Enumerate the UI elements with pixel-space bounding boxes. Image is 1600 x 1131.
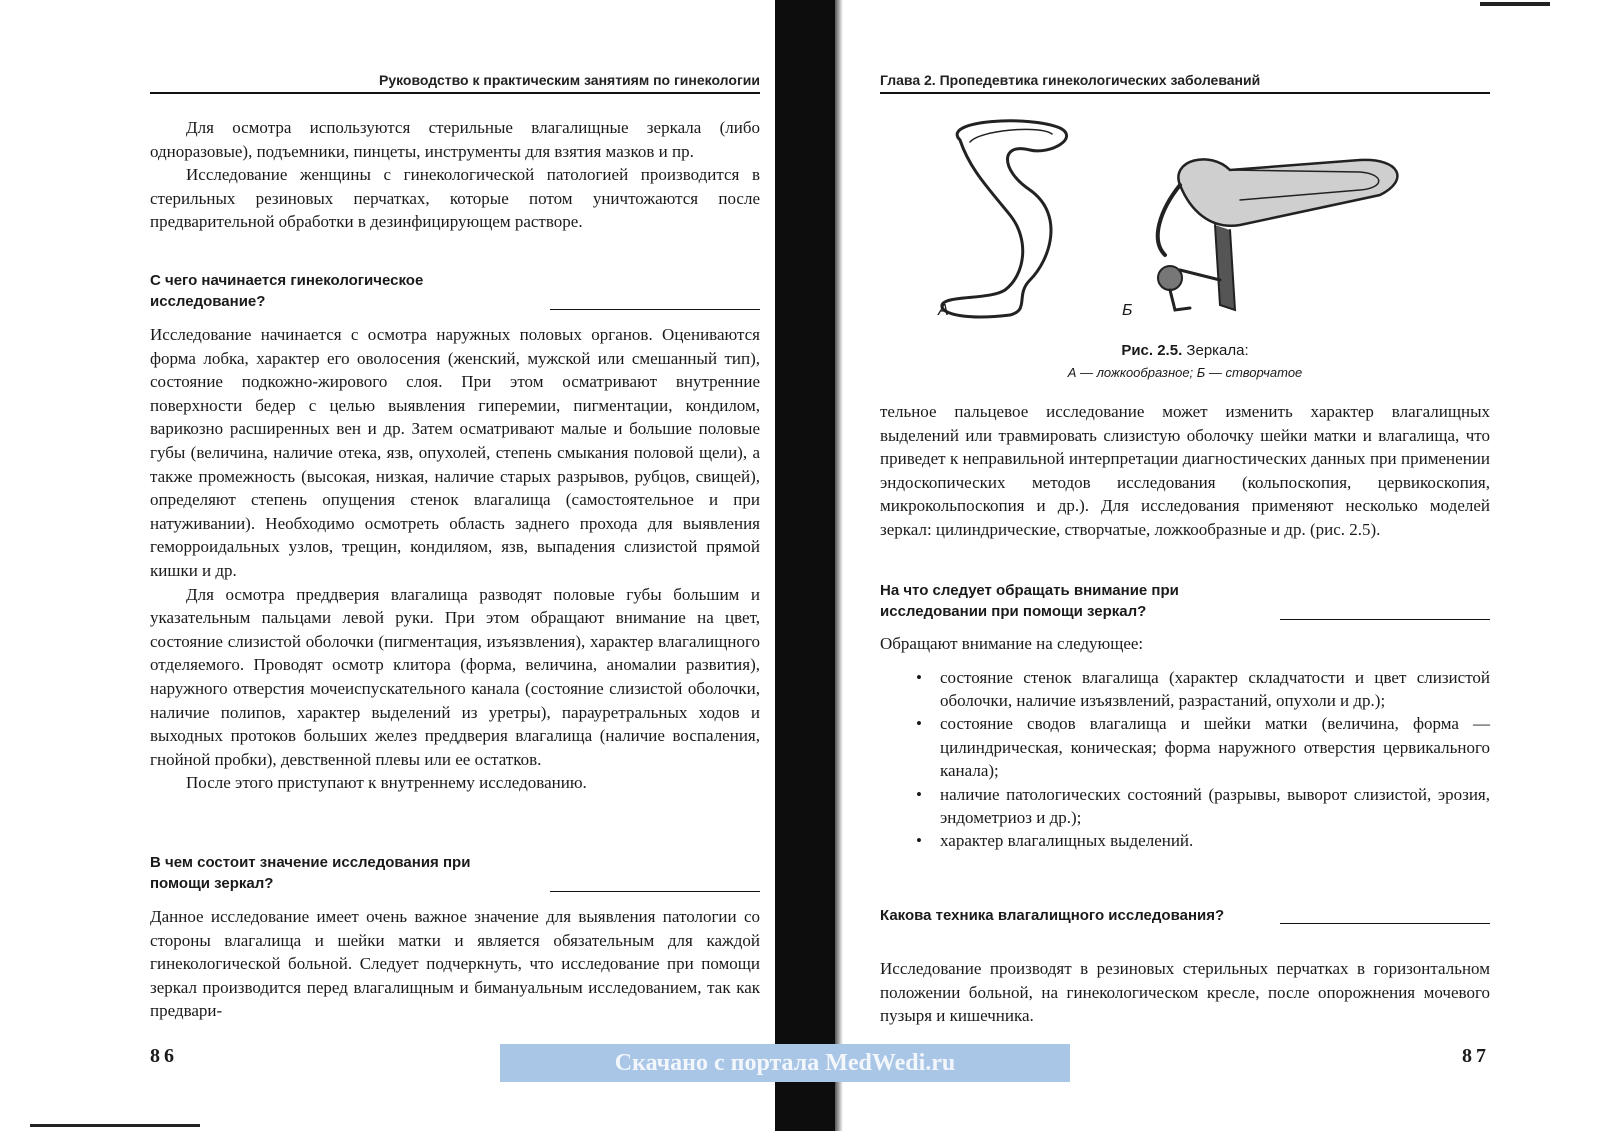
page-number: 87 (1462, 1045, 1490, 1067)
list-item: • состояние сводов влагалища и шейки матки (величина, форма — цилиндрическая, коническая; форма наружного отверстия цервикального канала); (916, 712, 1490, 782)
question-text: Какова техника влагалищного исследования? (880, 907, 1225, 924)
right-running-header: Глава 2. Пропедевтика гинекологических заболеваний (880, 72, 1490, 94)
bivalve-speculum-drawing (1158, 159, 1398, 310)
paragraph: Данное исследование имеет очень важное значение для выявления патологии со стороны влагалища и шейки матки и является обязательным для каждой гинекологической больной. Следует подчеркнуть, что исследование при помощи зеркал производится перед влагалищным и бимануальным исследованием, так как предвари- (150, 907, 760, 1021)
heading-rule (550, 309, 760, 311)
question-heading (150, 270, 760, 312)
answer-block (880, 957, 1490, 1028)
figure-speculums (880, 110, 1490, 335)
caption-number: Рис. 2.5. (1121, 342, 1183, 359)
paragraph: Обращают внимание на следующее: (880, 634, 1144, 653)
question-text: В чем состоит значение исследования при помощи зеркал? (150, 854, 471, 892)
left-page (150, 0, 760, 1131)
page-number: 86 (150, 1045, 178, 1067)
scan-artifact-top (1480, 2, 1550, 6)
paragraph: Исследование производят в резиновых стерильных перчатках в горизонтальном положении больной, на гинекологическом кресле, после опорожнения мочевого пузыря и кишечника. (880, 959, 1490, 1026)
answer-block (150, 905, 760, 1023)
paragraph: Исследование начинается с осмотра наружных половых органов. Оцениваются форма лобка, характер его оволосения (женский, мужской или смешанный тип), состояние подкожно-жирового слоя. При этом осматривают внутренние поверхности бедер с целью выявления гиперемии, пигментации, кондилом, варикозно расширенных вен и др. Затем осматривают малые и большие половые губы (величина, наличие отека, язв, опухолей, степень смыкания половой щели), а также промежность (высокая, низкая, наличие старых разрывов, рубцов, свищей), определяют степень опущения стенок влагалища (самостоятельное и при натуживании). Необходимо осмотреть область заднего прохода для выявления геморроидальных узлов, трещин, кондиляом, язв, выпадения слизистой прямой кишки и др. (150, 325, 760, 580)
question-text: С чего начинается гинекологическое исследование? (150, 272, 424, 310)
paragraph: Для осмотра преддверия влагалища разводят половые губы большим и указательным пальцами левой руки. При этом обращают внимание на цвет, состояние слизистой оболочки (пигментация, изъязвления), характер влагалищного отделяемого. Проводят осмотр клитора (форма, величина, аномалии развития), наружного отверстия мочеиспускательного канала (состояние слизистой оболочки, наличие полипов, характер выделений из уретры), парауретральных ходов и выходных протоков больших желез преддверия влагалища (наличие воспаления, гнойной пробки), девственной плевы или ее остатков. (150, 584, 760, 769)
speculum-illustration (880, 110, 1490, 335)
answer-block (880, 632, 1490, 853)
intro-paragraphs (150, 116, 760, 234)
caption-subtitle: А — ложкообразное; Б — створчатое (1067, 365, 1303, 380)
continuation-block (880, 400, 1490, 542)
right-page (880, 0, 1490, 1131)
caption-title: Зеркала: (1182, 342, 1249, 359)
paragraph: После этого приступают к внутреннему исследованию. (186, 773, 587, 793)
figure-label-a: А (938, 302, 949, 319)
question-heading (150, 852, 760, 894)
paragraph: Исследование женщины с гинекологической патологией производится в стерильных резиновых перчатках, которые потом уничтожаются после предварительной обработки в дезинфицирующем растворе. (150, 165, 760, 232)
download-watermark: Скачано с портала MedWedi.ru (500, 1044, 1070, 1082)
figure-caption (880, 342, 1490, 380)
answer-block (150, 323, 760, 795)
bullet-list (880, 666, 1490, 853)
question-text: На что следует обращать внимание при исследовании при помощи зеркал? (880, 582, 1179, 620)
heading-rule (550, 891, 760, 893)
figure-label-b: Б (1122, 302, 1133, 319)
left-running-header: Руководство к практическим занятиям по гинекологии (150, 72, 760, 94)
paragraph: Для осмотра используются стерильные влагалищные зеркала (либо одноразовые), подъемники, пинцеты, инструменты для взятия мазков и пр. (150, 118, 760, 161)
list-item: • наличие патологических состояний (разрывы, выворот слизистой, эрозия, эндометриоз и др.); (916, 783, 1490, 830)
heading-rule (1280, 619, 1490, 621)
list-item: • состояние стенок влагалища (характер складчатости и цвет слизистой оболочки, наличие изъязвлений, разрастаний, опухоли и др.); (916, 666, 1490, 713)
book-spine (775, 0, 835, 1131)
question-heading (880, 905, 1490, 926)
heading-rule (1280, 923, 1490, 925)
spine-shadow (835, 0, 843, 1131)
question-heading (880, 580, 1490, 622)
list-item: • характер влагалищных выделений. (916, 829, 1490, 852)
paragraph: тельное пальцевое исследование может изменить характер влагалищных выделений или травмировать слизистую оболочку шейки матки и влагалища, что приведет к неправильной интерпретации диагностических данных при применении эндоскопических методов исследования (кольпоскопия, цервикоскопия, микрокольпоскопия и др.). Для исследования применяют несколько моделей зеркал: цилиндрические, створчатые, ложкообразные и др. (рис. 2.5). (880, 402, 1490, 539)
spoon-speculum-drawing (942, 121, 1067, 317)
